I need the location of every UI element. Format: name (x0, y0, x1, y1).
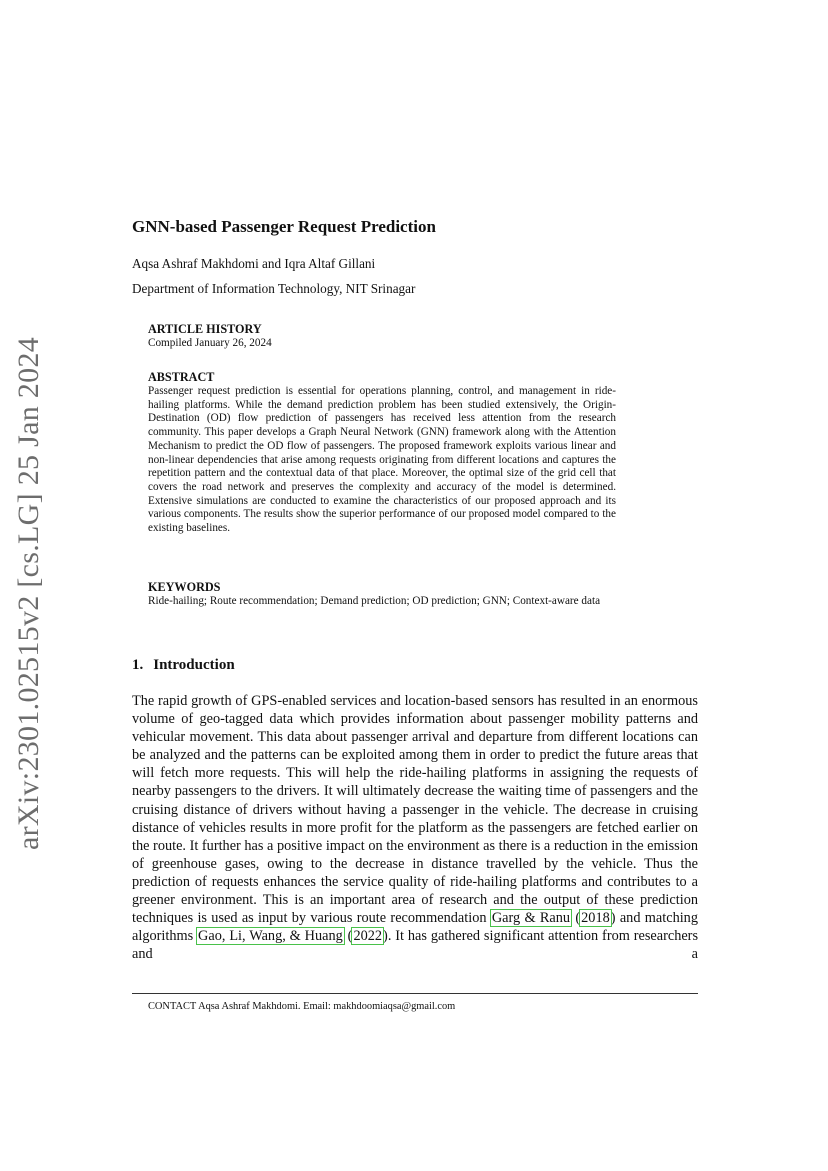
paper-title: GNN-based Passenger Request Prediction (132, 217, 436, 236)
introduction-paragraph: The rapid growth of GPS-enabled services and location-based sensors has resulted in an enormous volume of geo-tagged data which provides information about passenger mobility patterns and vehicular movement. This data about passenger arrival and departure from different locations can be analyzed and the patterns can be exploited among them in order to predict the future areas that will fetch more requests. This will help the ride-hailing platforms in assigning the requests of nearby passengers to the drivers. It will ultimately decrease the waiting time of passengers and the cruising distance of drivers without having a passenger in the vehicle. The decrease in cruising distance of vehicles results in more profit for the platform as the passengers are fetched earlier on the route. It further has a positive impact on the environment as there is a reduction in the emission of greenhouse gases, owing to the decrease in distance travelled by the vehicle. Thus the prediction of requests enhances the service quality of ride-hailing platforms and contributes to a greener environment. This is an important area of research and the output of these prediction techniques is used as input by various route recommendation Garg & Ranu (2018) and matching algorithms Gao, Li, Wang, & Huang (2022). It has gathered significant attention from researchers and a (132, 693, 699, 963)
keywords-section (148, 580, 616, 609)
keywords-heading: KEYWORDS (148, 580, 221, 594)
keywords-text: Ride-hailing; Route recommendation; Demand prediction; OD prediction; GNN; Context-aware data (148, 595, 601, 607)
arxiv-identifier: arXiv:2301.02515v2 [cs.LG] 25 Jan 2024 (12, 337, 45, 850)
section-heading-introduction (132, 657, 235, 674)
footnote-divider (132, 993, 698, 994)
article-history (148, 322, 616, 351)
abstract-text: Passenger request prediction is essential for operations planning, control, and management in ride-hailing platforms. While the demand prediction problem has been studied extensively, the Origin-Destination (OD) flow prediction of passengers has received less attention from the research community. This paper develops a Graph Neural Network (GNN) framework along with the Attention Mechanism to predict the OD flow of passengers. The proposed framework exploits various linear and non-linear dependencies that arise among requests originating from different locations and captures the repetition pattern and the contextual data of that place. Moreover, the optimal size of the grid cell that covers the road network and preserves the complexity and accuracy of the model is determined. Extensive simulations are conducted to examine the characteristics of our proposed approach and its various components. The results show the superior performance of our proposed model compared to the existing baselines. (148, 385, 616, 535)
section-title: Introduction (153, 657, 235, 673)
section-number: 1. (132, 657, 144, 673)
contact-footnote: CONTACT Aqsa Ashraf Makhdomi. Email: makhdoomiaqsa@gmail.com (148, 1001, 456, 1012)
intro-text-part2: and matching algorithms (132, 910, 698, 945)
intro-text-part3: . It has gathered significant attention from researchers and a (132, 928, 699, 963)
paper-affiliation: Department of Information Technology, NIT Srinagar (132, 281, 416, 296)
article-history-heading: ARTICLE HISTORY (148, 322, 262, 336)
citation-link-garg-ranu[interactable]: Garg & Ranu (491, 910, 571, 927)
citation-link-gao-li-wang-huang[interactable]: Gao, Li, Wang, & Huang (198, 928, 343, 945)
abstract-heading: ABSTRACT (148, 370, 215, 384)
compiled-date: Compiled January 26, 2024 (148, 337, 272, 349)
intro-text-part1: The rapid growth of GPS-enabled services and location-based sensors has resulted in an enormous volume of geo-tagged data which provides information about passenger mobility patterns and vehicular movement. This data about passenger arrival and departure from different locations can be analyzed and the patterns can be exploited among them in order to predict the future areas that will fetch more requests. This will help the ride-hailing platforms in assigning the requests of nearby passengers to the drivers. It will ultimately decrease the waiting time of passengers and the cruising distance of drivers without having a passenger in the vehicle. The decrease in cruising distance of vehicles results in more profit for the platform as the passengers are fetched earlier on the route. It further has a positive impact on the environment as there is a reduction in the emission of greenhouse gases, owing to the decrease in distance travelled by the vehicle. Thus the prediction of requests enhances the service quality of ride-hailing platforms and contributes to a greener environment. This is an important area of research and the output of these prediction techniques is used as input by various route recommendation (132, 693, 698, 927)
citation-year-link-2018[interactable]: 2018 (581, 910, 610, 927)
paper-authors: Aqsa Ashraf Makhdomi and Iqra Altaf Gillani (132, 256, 376, 271)
citation-year-link-2022[interactable]: 2022 (353, 928, 383, 945)
abstract-section (148, 370, 616, 536)
